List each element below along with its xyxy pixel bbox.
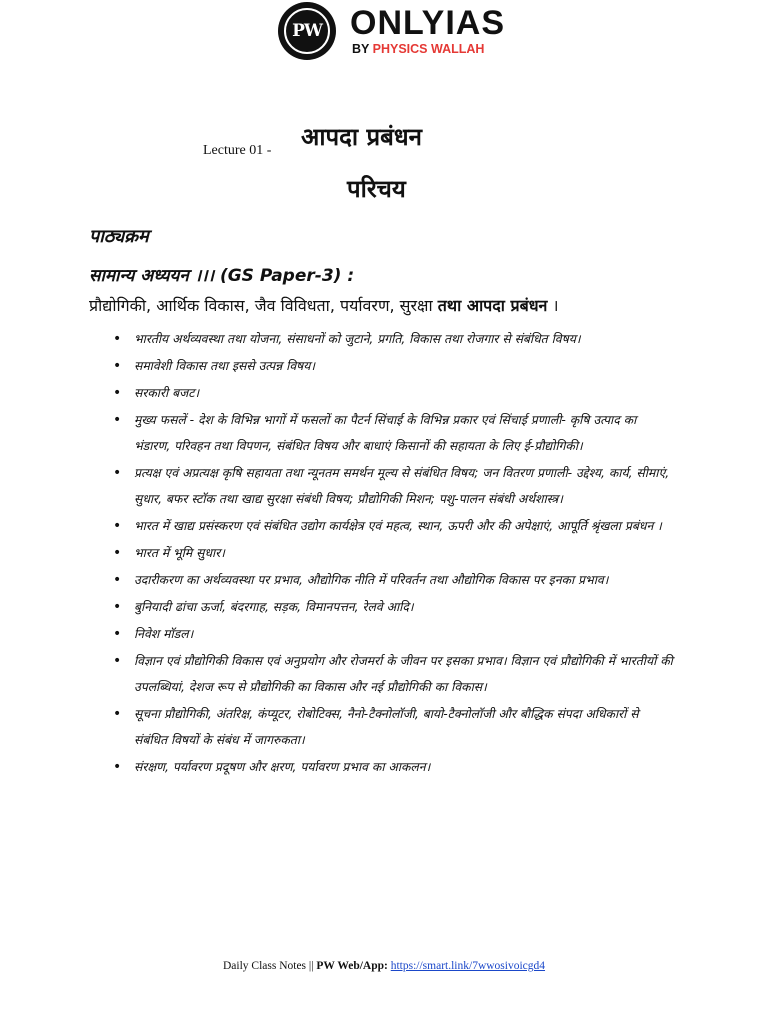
section-heading: पाठ्यक्रम <box>89 226 149 247</box>
syllabus-list <box>113 326 673 781</box>
list-item: • भारतीय अर्थव्यवस्था तथा योजना, संसाधनों को जुटाने, प्रगति, विकास तथा रोजगार से संबंधित विषय। <box>113 326 673 352</box>
list-item: • उदारीकरण का अर्थव्यवस्था पर प्रभाव, औद्योगिक नीति में परिवर्तन तथा औद्योगिक विकास पर इनका प्रभाव। <box>113 567 673 593</box>
footer-app-label: PW Web/App: <box>316 960 388 972</box>
list-item: • प्रत्यक्ष एवं अप्रत्यक्ष कृषि सहायता तथा न्यूनतम समर्थन मूल्य से संबंधित विषय; जन वितरण प्रणाली- उद्देश्य, कार्य, सीमाएं, सुधार, बफर स्टॉक तथा खाद्य सुरक्षा संबंधी विषय; प्रौद्योगिकी मिशन; पशु-पालन संबंधी अर्थशास्त्र। <box>113 460 673 512</box>
brand-logo <box>278 2 508 60</box>
list-item: • मुख्य फसलें - देश के विभिन्न भागों में फसलों का पैटर्न सिंचाई के विभिन्न प्रकार एवं सिंचाई प्रणाली- कृषि उत्पाद का भंडारण, परिवहन तथा विपणन, संबंधित विषय और बाधाएं किसानों की सहायता के लिए ई-प्रौद्योगिकी। <box>113 407 673 459</box>
list-item: • निवेश मॉडल। <box>113 621 673 647</box>
list-item: • बुनियादी ढांचा ऊर्जा, बंदरगाह, सड़क, विमानपत्तन, रेलवे आदि। <box>113 594 673 620</box>
brand-name: ONLYIAS <box>350 4 506 42</box>
list-item: • सूचना प्रौद्योगिकी, अंतरिक्ष, कंप्यूटर, रोबोटिक्स, नैनो-टैक्नोलॉजी, बायो-टैक्नोलॉजी और बौद्धिक संपदा अधिकारों से संबंधित विषयों के संबंध में जागरुकता। <box>113 701 673 753</box>
list-item: • विज्ञान एवं प्रौद्योगिकी विकास एवं अनुप्रयोग और रोजमर्रा के जीवन पर इसका प्रभाव। विज्ञान एवं प्रौद्योगिकी में भारतीयों की उपलब्धियां, देशज रूप से प्रौद्योगिकी का विकास और नई प्रौद्योगिकी का विकास। <box>113 648 673 700</box>
topics-bold: तथा आपदा प्रबंधन <box>437 296 548 315</box>
topics-line <box>89 294 559 316</box>
list-item: • सरकारी बजट। <box>113 380 673 406</box>
logo-initials: PW <box>292 21 322 41</box>
page-subtitle: परिचय <box>347 175 406 203</box>
topics-end: । <box>547 296 559 315</box>
paper-line: सामान्य अध्ययन ।।। (GS Paper-3) : <box>89 266 355 286</box>
topics-text: प्रौद्योगिकी, आर्थिक विकास, जैव विविधता, पर्यावरण, सुरक्षा <box>89 296 433 315</box>
list-item: • भारत में भूमि सुधार। <box>113 540 673 566</box>
footer <box>0 960 768 972</box>
brand-subtitle <box>352 42 484 56</box>
pw-logo-icon <box>278 2 336 60</box>
page-title: आपदा प्रबंधन <box>301 123 422 151</box>
list-item: • भारत में खाद्य प्रसंस्करण एवं संबंधित उद्योग कार्यक्षेत्र एवं महत्व, स्थान, ऊपरी और की अपेक्षाएं, आपूर्ति श्रृंखला प्रबंधन । <box>113 513 673 539</box>
list-item: • समावेशी विकास तथा इससे उत्पन्न विषय। <box>113 353 673 379</box>
lecture-label: Lecture 01 - <box>203 143 272 158</box>
footer-prefix: Daily Class Notes || <box>222 960 317 972</box>
brand-by: BY <box>352 42 370 56</box>
footer-link[interactable]: https://smart.link/7wwosivoicgd4 <box>390 960 546 972</box>
list-item: • संरक्षण, पर्यावरण प्रदूषण और क्षरण, पर्यावरण प्रभाव का आकलन। <box>113 754 673 780</box>
brand-org: PHYSICS WALLAH <box>372 42 485 56</box>
